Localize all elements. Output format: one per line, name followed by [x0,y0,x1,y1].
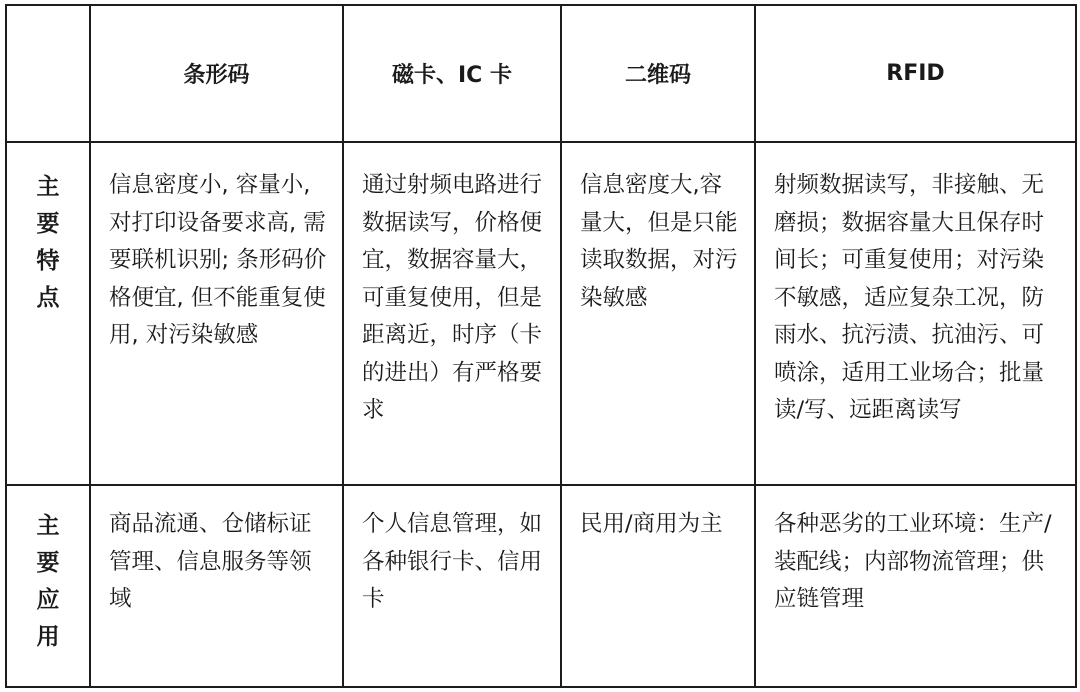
column-header-barcode: 条形码 [90,5,343,142]
table-cell [755,485,1076,687]
corner-cell [6,5,90,142]
table-cell [755,142,1076,485]
table-cell [90,142,343,485]
header-row [6,5,1076,142]
table-cell [561,485,755,687]
cell-text-qrcode-features: 信息密度大,容量大，但是只能读取数据，对污染敏感 [580,172,738,311]
cell-text-magcard-applications: 个人信息管理，如各种银行卡、信用卡 [362,511,543,612]
cell-text-barcode-features: 信息密度小, 容量小, 对打印设备要求高, 需要联机识别; 条形码价格便宜, 但不能重复使用, 对污染敏感 [109,172,327,348]
cell-text-magcard-features: 通过射频电路进行数据读写，价格便宜，数据容量大，可重复使用，但是距离近，时序（卡的进出）有严格要求 [362,172,543,423]
table-row-applications [6,485,1076,687]
column-header-qrcode: 二维码 [561,5,755,142]
row-label-cell [6,142,90,485]
cell-text-barcode-applications: 商品流通、仓储标证管理、信息服务等领域 [109,511,312,612]
row-label-features: 主要特点 [36,174,60,311]
table-cell [343,485,561,687]
comparison-table [5,4,1077,688]
comparison-table-wrapper [5,4,1077,688]
cell-text-qrcode-applications: 民用/商用为主 [580,511,723,537]
table-cell [90,485,343,687]
table-row-features [6,142,1076,485]
table-cell [561,142,755,485]
cell-text-rfid-features: 射频数据读写，非接触、无磨损；数据容量大且保存时间长；可重复使用；对污染不敏感，适应复杂工况，防雨水、抗污渍、抗油污、可喷涂，适用工业场合；批量读/写、远距离读写 [774,172,1045,423]
row-label-applications: 主要应用 [36,513,60,650]
table-cell [343,142,561,485]
column-header-rfid: RFID [755,5,1076,142]
row-label-cell [6,485,90,687]
cell-text-rfid-applications: 各种恶劣的工业环境：生产/装配线；内部物流管理；供应链管理 [774,511,1052,612]
column-header-magcard-ic: 磁卡、IC 卡 [343,5,561,142]
